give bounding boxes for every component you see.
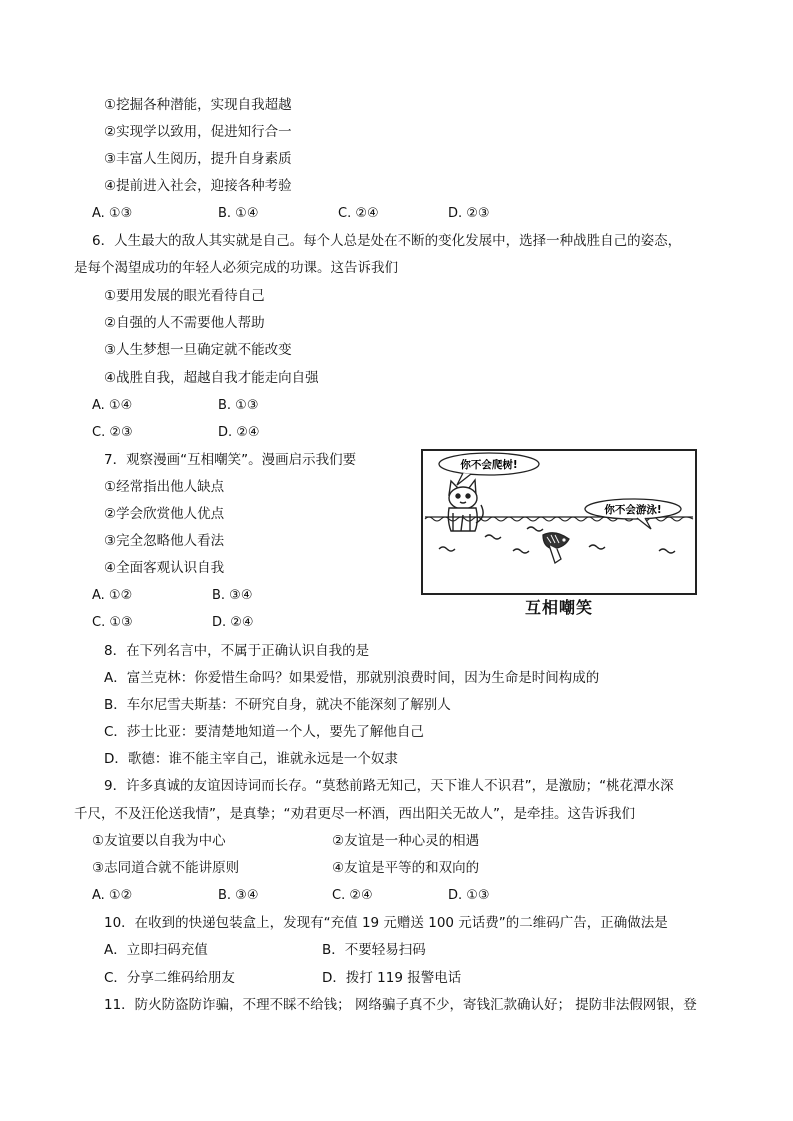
q5-option-b: B. ①④ [218,206,259,221]
q5-option-c: C. ②④ [338,206,379,221]
q7-option-a: A. ①② [92,588,133,603]
q9-statement-3: ③志同道合就不能讲原则 [92,860,240,876]
q7-stem: 7．观察漫画“互相嘲笑”。漫画启示我们要 [104,452,357,468]
q7-statement-4: ④全面客观认识自我 [104,560,225,576]
q10-option-a: A．立即扫码充值 [104,942,208,958]
q8-option-c: C．莎士比亚：要清楚地知道一个人，要先了解他自己 [104,724,424,740]
q9-option-d: D. ①③ [448,888,490,903]
q5-statement-4: ④提前进入社会，迎接各种考验 [104,178,292,194]
q6-statement-3: ③人生梦想一旦确定就不能改变 [104,342,292,358]
q7-option-c: C. ①③ [92,615,133,630]
q6-stem-line1: 6．人生最大的敌人其实就是自己。每个人总是处在不断的变化发展中，选择一种战胜自己的姿态， [92,233,682,249]
q6-option-b: B. ①③ [218,398,259,413]
cat-bubble-text: 你不会爬树! [460,459,518,471]
q9-statement-1: ①友谊要以自我为中心 [92,833,226,849]
q6-statement-2: ②自强的人不需要他人帮助 [104,315,265,331]
q5-statement-3: ③丰富人生阅历，提升自身素质 [104,151,292,167]
q5-statement-2: ②实现学以致用，促进知行合一 [104,124,292,140]
q7-statement-1: ①经常指出他人缺点 [104,479,225,495]
q9-option-b: B. ③④ [218,888,259,903]
comic-illustration [421,449,697,595]
q6-option-d: D. ②④ [218,425,260,440]
q10-option-c: C．分享二维码给朋友 [104,970,235,986]
q5-statement-1: ①挖掘各种潜能，实现自我超越 [104,97,292,113]
comic-caption: 互相嘲笑 [524,598,593,617]
q8-option-d: D．歌德：谁不能主宰自己，谁就永远是一个奴隶 [104,751,398,767]
q5-option-d: D. ②③ [448,206,490,221]
q10-stem: 10．在收到的快递包装盒上，发现有“充值 19 元赠送 100 元话费”的二维码广告，正确做法是 [104,915,668,931]
cat-speech-bubble [439,453,539,485]
q9-stem-line2: 千尺，不及汪伦送我情”，是真挚；“劝君更尽一杯酒，西出阳关无故人”，是牵挂。这告诉我们 [74,806,635,822]
cat-icon [448,480,483,531]
q11-stem: 11．防火防盗防诈骗，不理不睬不给钱； 网络骗子真不少，寄钱汇款确认好； 提防非法假网银，登 [104,997,697,1013]
q8-option-b: B．车尔尼雪夫斯基：不研究自身，就决不能深刻了解别人 [104,697,451,713]
fish-bubble-text: 你不会游泳! [604,504,662,516]
q10-option-b: B．不要轻易扫码 [322,942,426,958]
q9-stem-line1: 9．许多真诚的友谊因诗词而长存。“莫愁前路无知己，天下谁人不识君”，是激励；“桃花潭水深 [104,778,674,794]
q7-statement-3: ③完全忽略他人看法 [104,533,225,549]
q7-statement-2: ②学会欣赏他人优点 [104,506,225,522]
q9-statement-2: ②友谊是一种心灵的相遇 [332,833,480,849]
q6-option-c: C. ②③ [92,425,133,440]
q10-option-d: D．拨打 119 报警电话 [322,970,462,986]
q6-stem-line2: 是每个渴望成功的年轻人必须完成的功课。这告诉我们 [74,260,398,276]
q6-statement-4: ④战胜自我，超越自我才能走向自强 [104,370,319,386]
q9-option-c: C. ②④ [332,888,373,903]
q7-option-d: D. ②④ [212,615,254,630]
q9-option-a: A. ①② [92,888,133,903]
q8-stem: 8．在下列名言中，不属于正确认识自我的是 [104,643,370,659]
q9-statement-4: ④友谊是平等的和双向的 [332,860,480,876]
q6-statement-1: ①要用发展的眼光看待自己 [104,288,265,304]
fish-speech-bubble [585,499,681,529]
comic-drawing [423,451,695,593]
q7-option-b: B. ③④ [212,588,253,603]
q5-option-a: A. ①③ [92,206,133,221]
q6-option-a: A. ①④ [92,398,133,413]
fish-icon [543,533,569,563]
q8-option-a: A．富兰克林：你爱惜生命吗？如果爱惜，那就别浪费时间，因为生命是时间构成的 [104,670,600,686]
